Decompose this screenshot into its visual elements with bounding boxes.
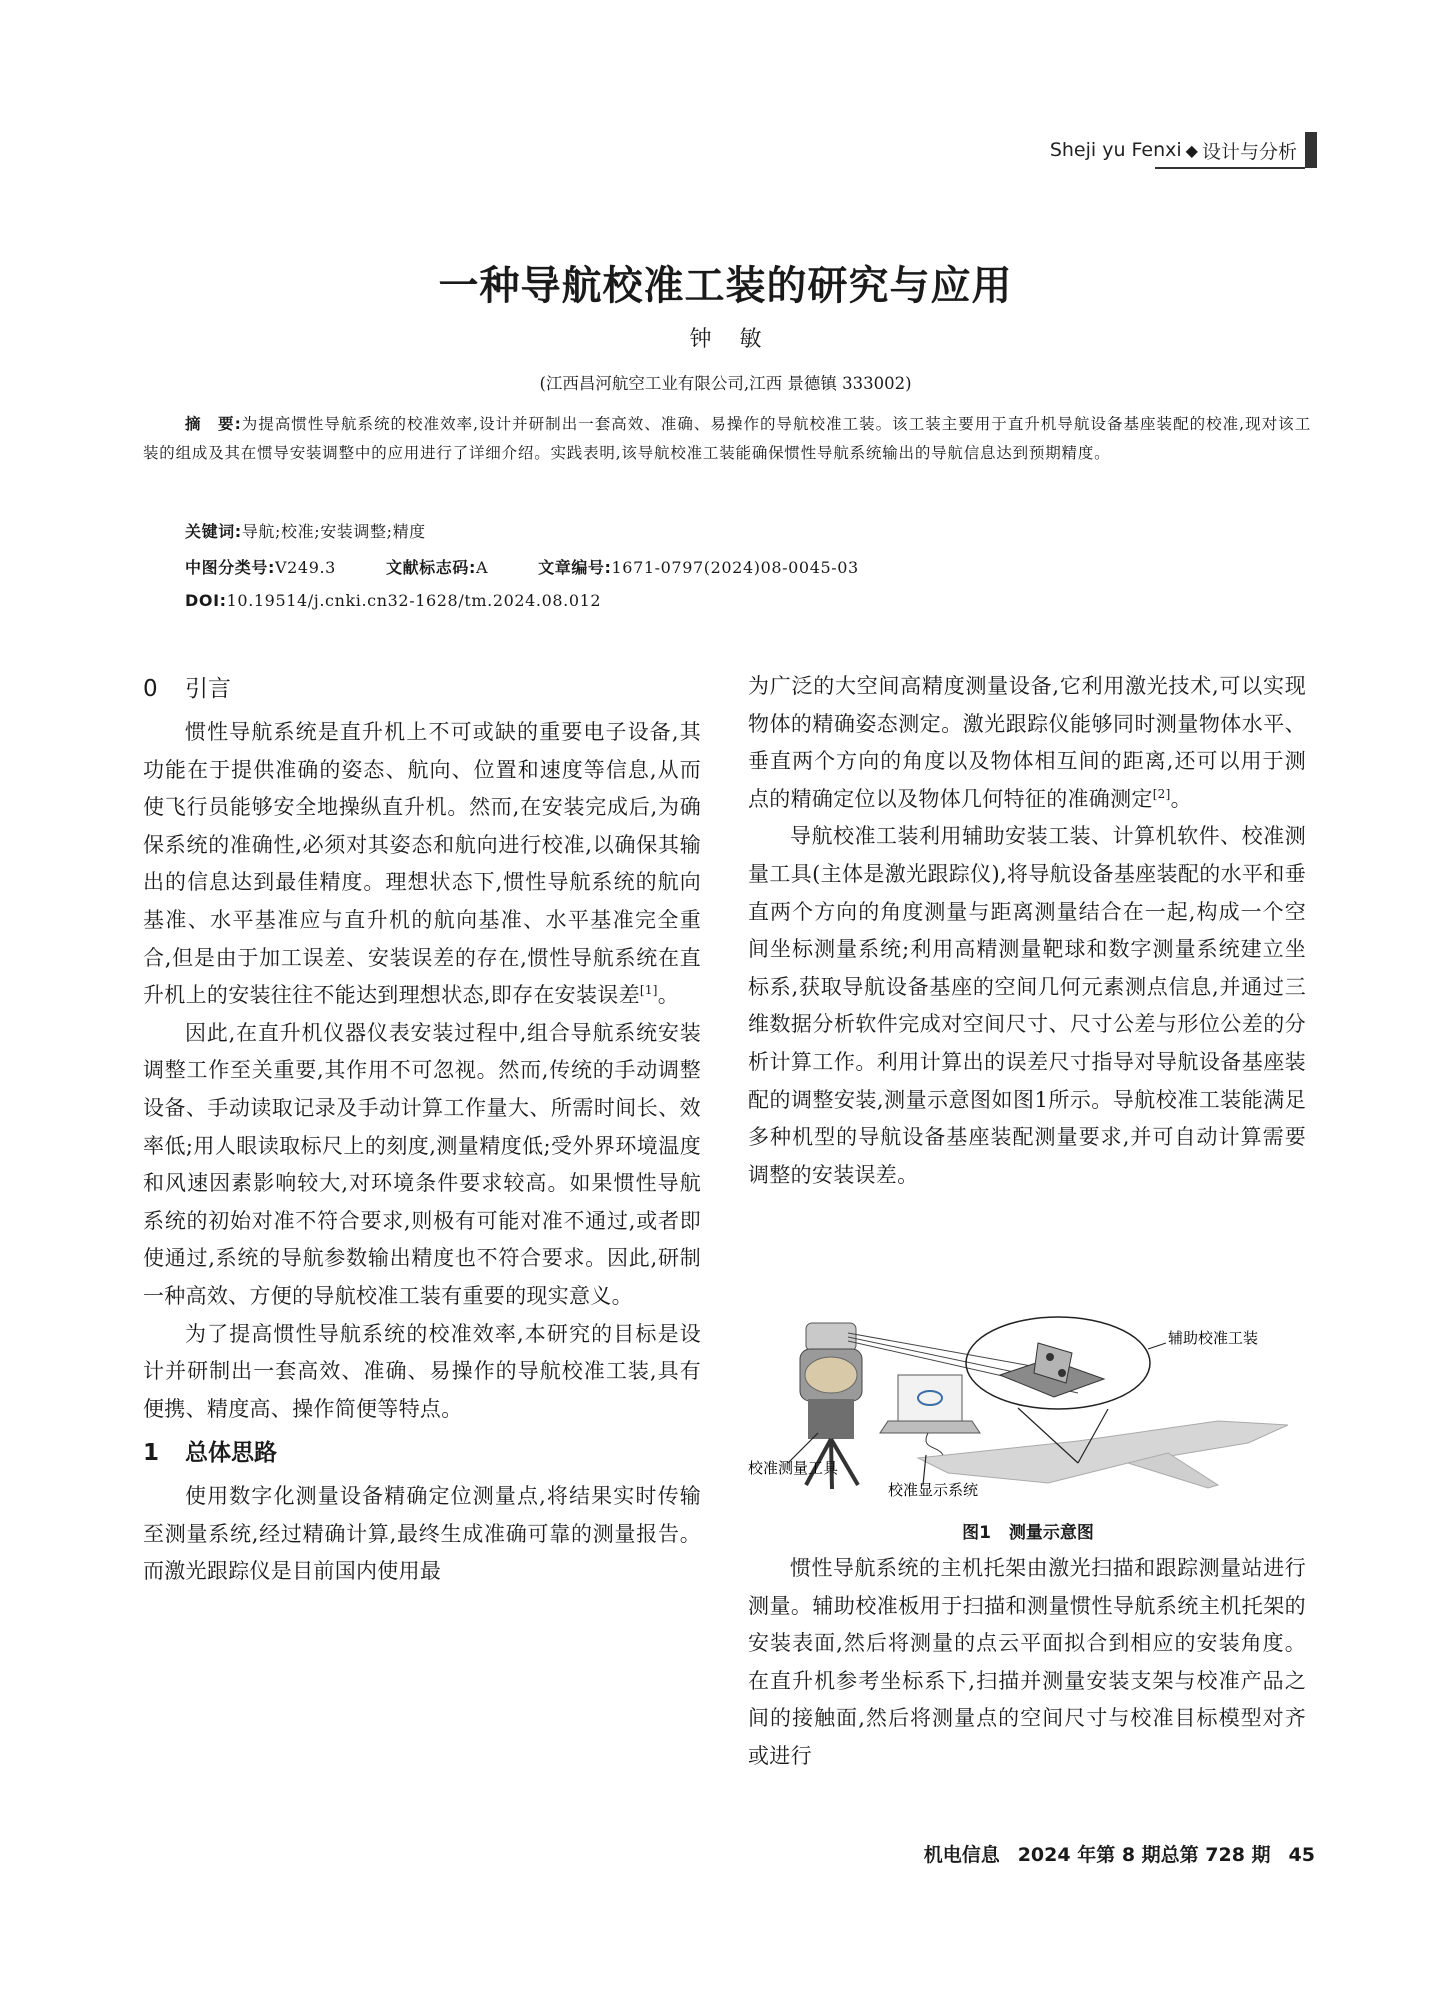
paragraph-end: 。 (657, 983, 680, 1008)
clc-value: V249.3 (275, 558, 336, 577)
figure-caption-text: 测量示意图 (1008, 1523, 1094, 1543)
section-number: 1 (143, 1440, 160, 1467)
keywords-label: 关键词: (185, 522, 242, 541)
left-column (143, 668, 701, 1591)
running-head-en: Sheji yu Fenxi (1049, 139, 1182, 161)
paragraph (143, 714, 701, 1015)
doi-label: DOI: (185, 591, 227, 610)
section-heading-1 (143, 1432, 701, 1474)
section-heading-0 (143, 668, 701, 710)
keywords (185, 519, 426, 542)
figure-caption-number: 图1 (962, 1523, 991, 1543)
diamond-icon: ◆ (1185, 140, 1198, 160)
section-title: 总体思路 (185, 1440, 277, 1467)
paragraph-text: 为广泛的大空间高精度测量设备,它利用激光技术,可以实现物体的精确姿态测定。激光跟踪仪能够同时测量物体水平、垂直两个方向的角度以及物体相互间的距离,还可以用于测点的精确定位以及物体几何特征的准确测定 (748, 674, 1306, 811)
journal-name: 机电信息 (923, 1844, 1000, 1866)
page-number: 45 (1288, 1844, 1315, 1866)
paragraph-text: 惯性导航系统是直升机上不可或缺的重要电子设备,其功能在于提供准确的姿态、航向、位置和速度等信息,从而使飞行员能够安全地操纵直升机。然而,在安装完成后,为确保系统的准确性,必须对其姿态和航向进行校准,以确保其输出的信息达到最佳精度。理想状态下,惯性导航系统的航向基准、水平基准应与直升机的航向基准、水平基准完全重合,但是由于加工误差、安装误差的存在,惯性导航系统在直升机上的安装往往不能达到理想状态,即存在安装误差 (143, 720, 701, 1008)
classification (185, 555, 859, 578)
figure-label-display: 校准显示系统 (888, 1481, 979, 1498)
abstract-text: 为提高惯性导航系统的校准效率,设计并研制出一套高效、准确、易操作的导航校准工装。该工装主要用于直升机导航设备基座装配的校准,现对该工装的组成及其在惯导安装调整中的应用进行了详细介绍。实践表明,该导航校准工装能确保惯性导航系统输出的导航信息达到预期精度。 (143, 415, 1311, 462)
section-title: 引言 (185, 676, 231, 702)
running-head-rule (1155, 167, 1305, 169)
keywords-text: 导航;校准;安装调整;精度 (241, 522, 426, 541)
paragraph: 惯性导航系统的主机托架由激光扫描和跟踪测量站进行测量。辅助校准板用于扫描和测量惯性导航系统主机托架的安装表面,然后将测量的点云平面拟合到相应的安装角度。在直升机参考坐标系下,扫描并测量安装支架与校准产品之间的接触面,然后将测量点的空间尺寸与校准目标模型对齐或进行 (748, 1556, 1306, 1768)
running-head-bar (1305, 132, 1317, 168)
paragraph-end: 。 (1170, 786, 1192, 811)
right-column-continued (748, 1550, 1306, 1776)
right-column (748, 668, 1306, 1194)
figure-label-aux: 辅助校准工装 (1168, 1329, 1259, 1347)
figure-caption (748, 1518, 1308, 1543)
running-head-zh: 设计与分析 (1201, 140, 1297, 163)
doc-code-value: A (475, 558, 489, 577)
figure-label-tool: 校准测量工具 (748, 1459, 839, 1477)
citation: [1] (639, 983, 658, 998)
page-footer (924, 1840, 1315, 1867)
article-no-value: 1671-0797(2024)08-0045-03 (611, 558, 859, 577)
author: 钟敏 (689, 327, 790, 352)
clc-label: 中图分类号: (185, 558, 275, 577)
figure-1 (748, 1313, 1308, 1498)
citation: [2] (1152, 786, 1171, 801)
issue-info: 2024 年第 8 期总第 728 期 (1017, 1844, 1271, 1866)
paragraph: 导航校准工装利用辅助安装工装、计算机软件、校准测量工具(主体是激光跟踪仪),将导航设备基座装配的水平和垂直两个方向的角度测量与距离测量结合在一起,构成一个空间坐标测量系统;利用高精测量靶球和数字测量系统建立坐标系,获取导航设备基座的空间几何元素测点信息,并通过三维数据分析软件完成对空间尺寸、尺寸公差与形位公差的分析计算工作。利用计算出的误差尺寸指导对导航设备基座装配的调整安装,测量示意图如图1所示。导航校准工装能满足多种机型的导航设备基座装配测量要求,并可自动计算需要调整的安装误差。 (748, 824, 1306, 1187)
running-head (1050, 133, 1317, 167)
paper-title: 一种导航校准工装的研究与应用 (438, 263, 1013, 309)
article-no-label: 文章编号: (538, 558, 612, 577)
paragraph: 使用数字化测量设备精确定位测量点,将结果实时传输至测量系统,经过精确计算,最终生成准确可靠的测量报告。而激光跟踪仪是目前国内使用最 (143, 1484, 701, 1584)
abstract (143, 410, 1311, 468)
doc-code-label: 文献标志码: (385, 558, 476, 577)
affiliation: (江西昌河航空工业有限公司,江西 景德镇 333002) (539, 374, 912, 393)
paragraph: 因此,在直升机仪器仪表安装过程中,组合导航系统安装调整工作至关重要,其作用不可忽视。然而,传统的手动调整设备、手动读取记录及手动计算工作量大、所需时间长、效率低;用人眼读取标尺上的刻度,测量精度低;受外界环境温度和风速因素影响较大,对环境条件要求较高。如果惯性导航系统的初始对准不符合要求,则极有可能对准不通过,或者即使通过,系统的导航参数输出精度也不符合要求。因此,研制一种高效、方便的导航校准工装有重要的现实意义。 (143, 1020, 701, 1308)
measurement-diagram (748, 1313, 1308, 1498)
fixture-illustration (1000, 1343, 1104, 1397)
abstract-label: 摘 要: (185, 415, 242, 433)
doi (185, 591, 601, 610)
paragraph (748, 668, 1306, 818)
doi-value: 10.19514/j.cnki.cn32-1628/tm.2024.08.012 (226, 591, 602, 610)
paragraph: 为了提高惯性导航系统的校准效率,本研究的目标是设计并研制出一套高效、准确、易操作的导航校准工装,具有便携、精度高、操作简便等特点。 (143, 1321, 701, 1421)
section-number: 0 (143, 676, 158, 702)
